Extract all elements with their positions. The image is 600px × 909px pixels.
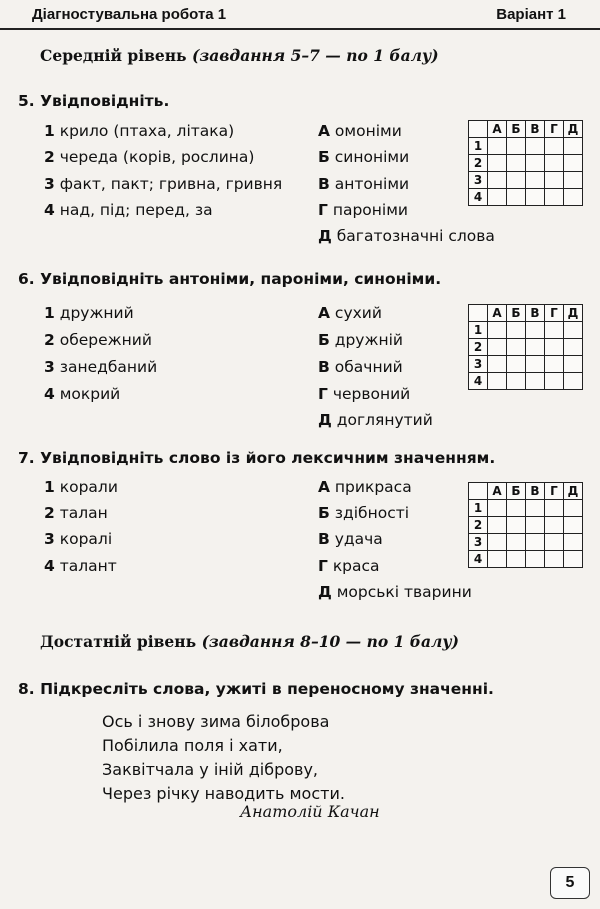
task7-left-2: 2 талан [44, 504, 108, 522]
poem-author: Анатолій Качан [240, 802, 380, 821]
task7-title: 7. Увідповідніть слово із його лексичним значенням. [18, 449, 496, 467]
task6-right-c: В обачний [318, 358, 403, 376]
task5-answer-grid[interactable]: А Б В Г Д 1 2 3 4 [468, 120, 583, 206]
level-middle-heading [40, 46, 439, 65]
poem-line-2: Побілила поля і хати, [102, 736, 283, 755]
task5-left-2: 2 череда (корів, рослина) [44, 148, 255, 166]
task7-right-e: Д морські тварини [318, 583, 472, 601]
task7-right-b: Б здібності [318, 504, 410, 522]
task7-left-3: 3 коралі [44, 530, 113, 548]
task6-answer-grid[interactable]: А Б В Г Д 1 2 3 4 [468, 304, 583, 390]
task6-left-2: 2 обережний [44, 331, 152, 349]
page-number: 5 [550, 867, 590, 899]
task8-title: 8. Підкресліть слова, ужиті в переносному значенні. [18, 680, 494, 698]
task7-answer-grid[interactable]: А Б В Г Д 1 2 3 4 [468, 482, 583, 568]
level-middle-name: Середній рівень [40, 46, 187, 65]
task5-left-1: 1 крило (птаха, літака) [44, 122, 235, 140]
page-header [0, 0, 600, 30]
level-sufficient-name: Достатній рівень [40, 632, 197, 651]
task7-right-a: А прикраса [318, 478, 412, 496]
poem-line-1: Ось і знову зима білоброва [102, 712, 330, 731]
task5-right-e: Д багатозначні слова [318, 227, 495, 245]
task6-right-d: Г червоний [318, 385, 411, 403]
poem-line-4: Через річку наводить мости. [102, 784, 345, 803]
task5-right-c: В антоніми [318, 175, 410, 193]
task6-right-a: А сухий [318, 304, 382, 322]
task7-right-d: Г краса [318, 557, 380, 575]
task6-left-3: 3 занедбаний [44, 358, 158, 376]
task7-left-1: 1 корали [44, 478, 118, 496]
task6-left-4: 4 мокрий [44, 385, 121, 403]
task5-right-d: Г пароніми [318, 201, 408, 219]
level-sufficient-note: (завдання 8–10 — по 1 балу) [201, 632, 459, 651]
task5-title: 5. Увідповідніть. [18, 92, 170, 110]
level-middle-note: (завдання 5–7 — по 1 балу) [191, 46, 439, 65]
task6-left-1: 1 дружний [44, 304, 134, 322]
task7-left-4: 4 талант [44, 557, 117, 575]
task6-right-e: Д доглянутий [318, 411, 433, 429]
level-sufficient-heading [40, 632, 459, 651]
task7-right-c: В удача [318, 530, 383, 548]
task5-left-3: 3 факт, пакт; гривна, гривня [44, 175, 283, 193]
task5-right-b: Б синоніми [318, 148, 410, 166]
task6-right-b: Б дружній [318, 331, 403, 349]
task5-right-a: А омоніми [318, 122, 402, 140]
header-title: Діагностувальна робота 1 [32, 6, 227, 23]
task6-title: 6. Увідповідніть антоніми, пароніми, синоніми. [18, 270, 442, 288]
header-variant: Варіант 1 [496, 6, 566, 23]
task5-left-4: 4 над, під; перед, за [44, 201, 213, 219]
poem-line-3: Заквітчала у іній діброву, [102, 760, 318, 779]
